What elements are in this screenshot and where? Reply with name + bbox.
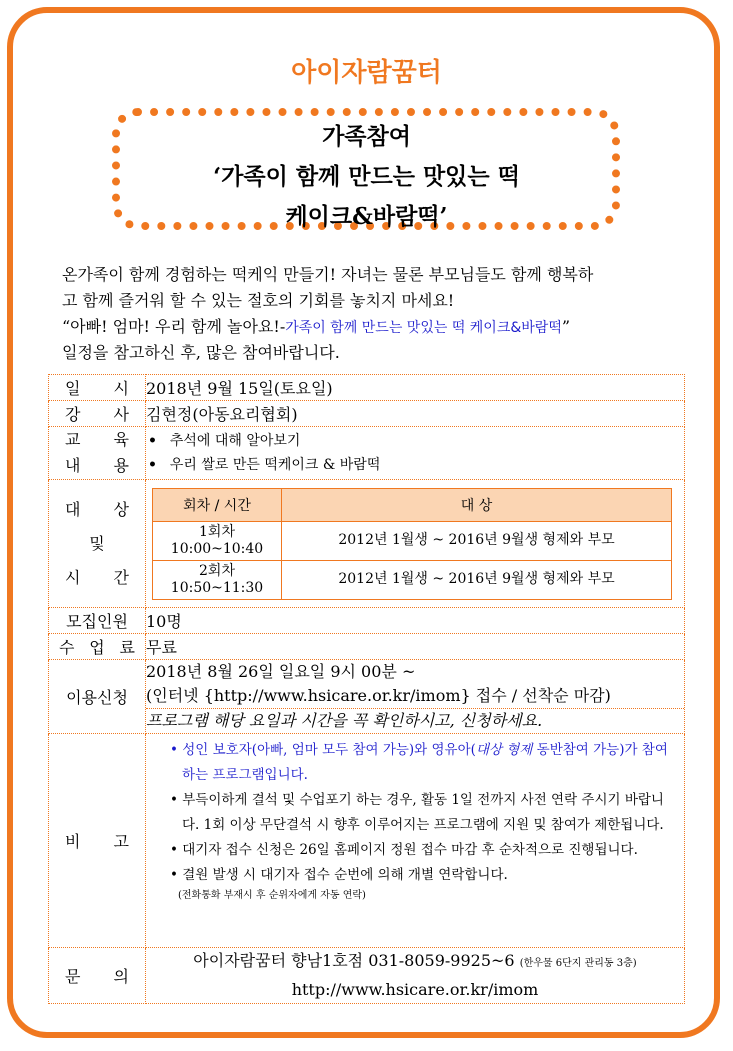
intro-line-2: 고 함께 즐거워 할 수 있는 절호의 기회를 놓치지 마세요! xyxy=(62,291,455,310)
row-apply xyxy=(49,660,685,734)
apply-start: 2018년 8월 26일 일요일 9시 00분 ~ xyxy=(146,662,416,681)
apply-website: (인터넷 {http://www.hsicare.or.kr/imom} 접수 / 선착순 마감) xyxy=(146,686,611,705)
row-date xyxy=(49,375,685,401)
session-time: 10:00~10:40 xyxy=(170,540,264,557)
session-target: 2012년 1월생 ~ 2016년 9월생 형제와 부모 xyxy=(282,560,672,599)
intro-quote-end: ” xyxy=(561,317,571,336)
row-content xyxy=(49,427,685,480)
content-list xyxy=(146,429,684,477)
notes-list xyxy=(158,734,684,906)
label-char: 교 xyxy=(65,430,81,449)
title-line-1: 가족참여 xyxy=(322,123,411,150)
row-capacity xyxy=(49,608,685,634)
label-char: 의 xyxy=(113,967,129,986)
note-item: • 성인 보호자(아빠, 엄마 모두 참여 가능)와 영유아(대상 형제 동반참여 가능)가 참여하는 프로그램입니다. xyxy=(170,742,668,783)
session-round: 2회차 xyxy=(199,562,235,579)
capacity-label: 모집인원 xyxy=(49,608,146,634)
label-char: 업 xyxy=(89,638,105,657)
intro-line-3 xyxy=(62,314,682,341)
note-item: • 대기자 접수 신청은 26일 홈페이지 정원 접수 마감 후 순차적으로 진행됩니다. xyxy=(170,842,638,858)
brand-title: 아이자람꿈터 xyxy=(291,58,442,88)
note-subtext: (전화통화 부재시 후 순위자에게 자동 연락) xyxy=(178,890,366,901)
apply-label: 이용신청 xyxy=(49,660,146,734)
date-value: 2018년 9월 15일(토요일) xyxy=(146,375,685,401)
label-char: 대 xyxy=(65,499,81,519)
note-item: • 부득이하게 결석 및 수업포기 하는 경우, 활동 1일 전까지 사전 연락 주시기 바랍니다. 1회 이상 무단결석 시 향후 이루어지는 프로그램에 지원 및 참여가 제한됩니다. xyxy=(170,792,664,833)
fee-value: 무료 xyxy=(146,634,685,660)
label-char: 시 xyxy=(113,379,129,398)
intro-line-1: 온가족이 함께 경험하는 떡케익 만들기! 자녀는 물론 부모님들도 함께 행복하 xyxy=(62,265,594,284)
label-char: 사 xyxy=(113,405,129,424)
contact-phone: 아이자람꿈터 향남1호점 031-8059-9925~6 xyxy=(193,951,515,970)
label-char: 고 xyxy=(113,832,129,851)
table-row xyxy=(153,560,672,599)
label-char: 육 xyxy=(113,430,129,449)
label-char: 상 xyxy=(113,499,129,519)
session-header-time: 회차 / 시간 xyxy=(153,488,282,521)
capacity-value: 10명 xyxy=(146,608,685,634)
label-char: 강 xyxy=(65,405,81,424)
session-target: 2012년 1월생 ~ 2016년 9월생 형제와 부모 xyxy=(282,521,672,560)
list-item: • 우리 쌀로 만든 떡케이크 & 바람떡 xyxy=(148,453,684,477)
info-table xyxy=(48,374,685,1004)
label-char: 료 xyxy=(119,638,135,657)
session-time: 10:50~11:30 xyxy=(170,579,264,596)
row-notes xyxy=(49,734,685,948)
label-char: 일 xyxy=(65,379,81,398)
label-char: 간 xyxy=(113,567,129,587)
title-line-3: 케이크&바람떡’ xyxy=(285,203,448,230)
row-instructor xyxy=(49,401,685,427)
label-char: 수 xyxy=(59,638,75,657)
session-header-target: 대 상 xyxy=(282,488,672,521)
label-char: 내 xyxy=(65,456,81,475)
row-contact xyxy=(49,948,685,1004)
table-row xyxy=(153,521,672,560)
session-table xyxy=(152,488,672,600)
title-line-2: ‘가족이 함께 만드는 맛있는 떡 xyxy=(213,163,520,190)
label-char: 비 xyxy=(65,832,81,851)
contact-address: (한우물 6단지 관리동 3층) xyxy=(519,958,637,969)
row-target xyxy=(49,480,685,608)
row-fee xyxy=(49,634,685,660)
label-char: 문 xyxy=(65,967,81,986)
intro-program-name: 가족이 함께 만드는 맛있는 떡 케이크&바람떡 xyxy=(285,320,562,336)
intro-line-4: 일정을 참고하신 후, 많은 참여바랍니다. xyxy=(62,343,340,362)
session-round: 1회차 xyxy=(199,523,235,540)
note-item: • 결원 발생 시 대기자 접수 순번에 의해 개별 연락합니다. xyxy=(170,867,508,883)
label-char: 시 xyxy=(65,567,81,587)
label-char: 및 xyxy=(89,533,105,553)
list-item: • 추석에 대해 알아보기 xyxy=(148,429,684,453)
label-char: 용 xyxy=(113,456,129,475)
contact-website[interactable]: http://www.hsicare.or.kr/imom xyxy=(291,980,539,999)
contact-info xyxy=(146,948,684,977)
instructor-value: 김현정(아동요리협회) xyxy=(146,401,685,427)
apply-notice: 프로그램 해당 요일과 시간을 꼭 확인하시고, 신청하세요. xyxy=(146,708,684,733)
intro-quote: “아빠! 엄마! 우리 함께 놀아요!- xyxy=(62,317,286,336)
